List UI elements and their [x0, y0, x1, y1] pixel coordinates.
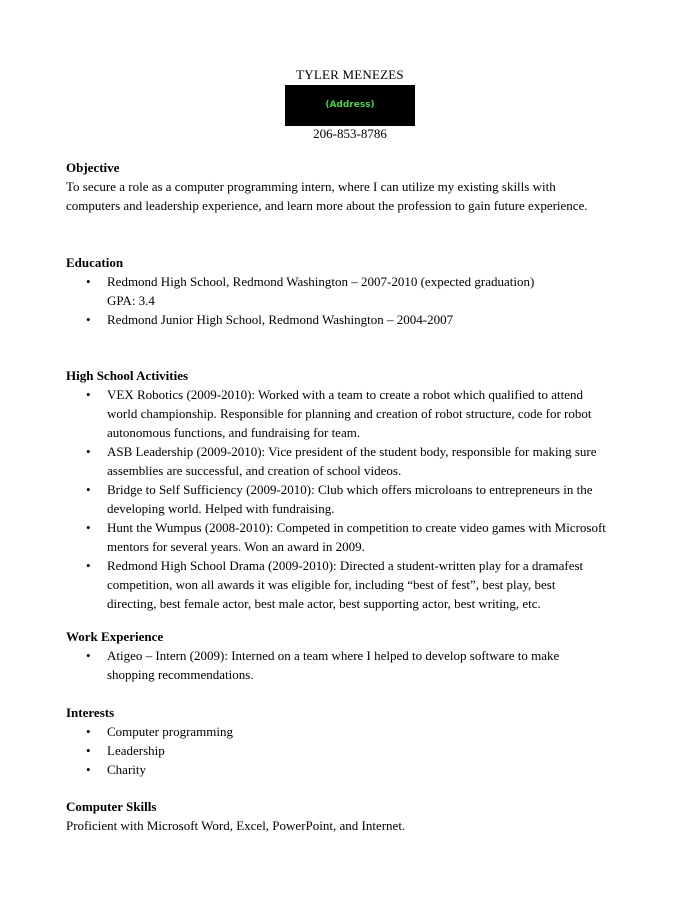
list-item — [66, 480, 646, 518]
bullet-icon: • — [86, 312, 91, 327]
list-item — [66, 741, 646, 760]
bullet-icon: • — [86, 743, 91, 758]
list-item-line: Redmond High School, Redmond Washington – 2007-2010 (expected graduation) — [107, 274, 535, 289]
bullet-icon: • — [86, 387, 91, 402]
list-item-line: Hunt the Wumpus (2008-2010): Competed in competition to create video games with Microsoft — [107, 520, 606, 535]
list-item — [66, 556, 646, 613]
list-item — [66, 646, 646, 684]
list-item-line: Atigeo – Intern (2009): Interned on a team where I helped to develop software to make — [107, 648, 560, 663]
list-item-line: assemblies are successful, and creation of school videos. — [107, 463, 402, 478]
list-item-line: shopping recommendations. — [107, 667, 254, 682]
bullet-icon: • — [86, 724, 91, 739]
section-title-work: Work Experience — [66, 629, 164, 644]
list-item — [66, 272, 646, 310]
list-item-line: ASB Leadership (2009-2010): Vice president of the student body, responsible for making sure — [107, 444, 597, 459]
interests-section — [66, 703, 646, 779]
objective-text — [66, 177, 646, 215]
applicant-name: TYLER MENEZES — [296, 67, 404, 82]
section-title-interests: Interests — [66, 705, 115, 720]
section-title-activities: High School Activities — [66, 368, 189, 383]
skills-text — [66, 816, 646, 835]
list-item — [66, 442, 646, 480]
list-item-line: Redmond Junior High School, Redmond Washington – 2004-2007 — [107, 312, 454, 327]
list-item-line: VEX Robotics (2009-2010): Worked with a team to create a robot which qualified to attend — [107, 387, 583, 402]
list-item-line: autonomous functions, and fundraising for team. — [107, 425, 361, 440]
list-item — [66, 518, 646, 556]
bullet-icon: • — [86, 558, 91, 573]
phone-number: 206-853-8786 — [313, 126, 387, 141]
list-item-line: developing world. Helped with fundraising. — [107, 501, 335, 516]
list-item-line: GPA: 3.4 — [107, 293, 155, 308]
skills-line: Proficient with Microsoft Word, Excel, PowerPoint, and Internet. — [66, 818, 406, 833]
list-item-line: Computer programming — [107, 724, 234, 739]
section-title-skills: Computer Skills — [66, 799, 157, 814]
list-item — [66, 385, 646, 442]
list-item-line: competition, won all awards it was eligible for, including “best of fest”, best play, best — [107, 577, 556, 592]
work-list — [66, 646, 646, 684]
bullet-icon: • — [86, 520, 91, 535]
list-item-line: Leadership — [107, 743, 165, 758]
list-item — [66, 310, 646, 329]
work-section — [66, 627, 646, 684]
section-title-education: Education — [66, 255, 124, 270]
bullet-icon: • — [86, 482, 91, 497]
list-item-line: directing, best female actor, best male actor, best supporting actor, best writing, etc. — [107, 596, 541, 611]
interests-list — [66, 722, 646, 779]
list-item-line: mentors for several years. Won an award in 2009. — [107, 539, 365, 554]
education-section — [66, 253, 646, 329]
list-item — [66, 722, 646, 741]
list-item-line: world championship. Responsible for planning and creation of robot structure, code for robot — [107, 406, 592, 421]
list-item-line: Bridge to Self Sufficiency (2009-2010): Club which offers microloans to entrepreneurs in the — [107, 482, 593, 497]
address-placeholder: (Address) — [325, 100, 375, 110]
address-redaction-box — [285, 85, 415, 126]
objective-line: computers and leadership experience, and learn more about the profession to gain future experience. — [66, 198, 588, 213]
list-item — [66, 760, 646, 779]
bullet-icon: • — [86, 274, 91, 289]
bullet-icon: • — [86, 444, 91, 459]
skills-section — [66, 797, 646, 835]
resume-header — [0, 67, 700, 142]
section-title-objective: Objective — [66, 160, 120, 175]
activities-list — [66, 385, 646, 613]
bullet-icon: • — [86, 762, 91, 777]
objective-line: To secure a role as a computer programming intern, where I can utilize my existing skills with — [66, 179, 556, 194]
activities-section — [66, 366, 646, 613]
list-item-line: Redmond High School Drama (2009-2010): Directed a student-written play for a dramafest — [107, 558, 584, 573]
list-item-line: Charity — [107, 762, 146, 777]
objective-section — [66, 158, 646, 215]
bullet-icon: • — [86, 648, 91, 663]
education-list — [66, 272, 646, 329]
